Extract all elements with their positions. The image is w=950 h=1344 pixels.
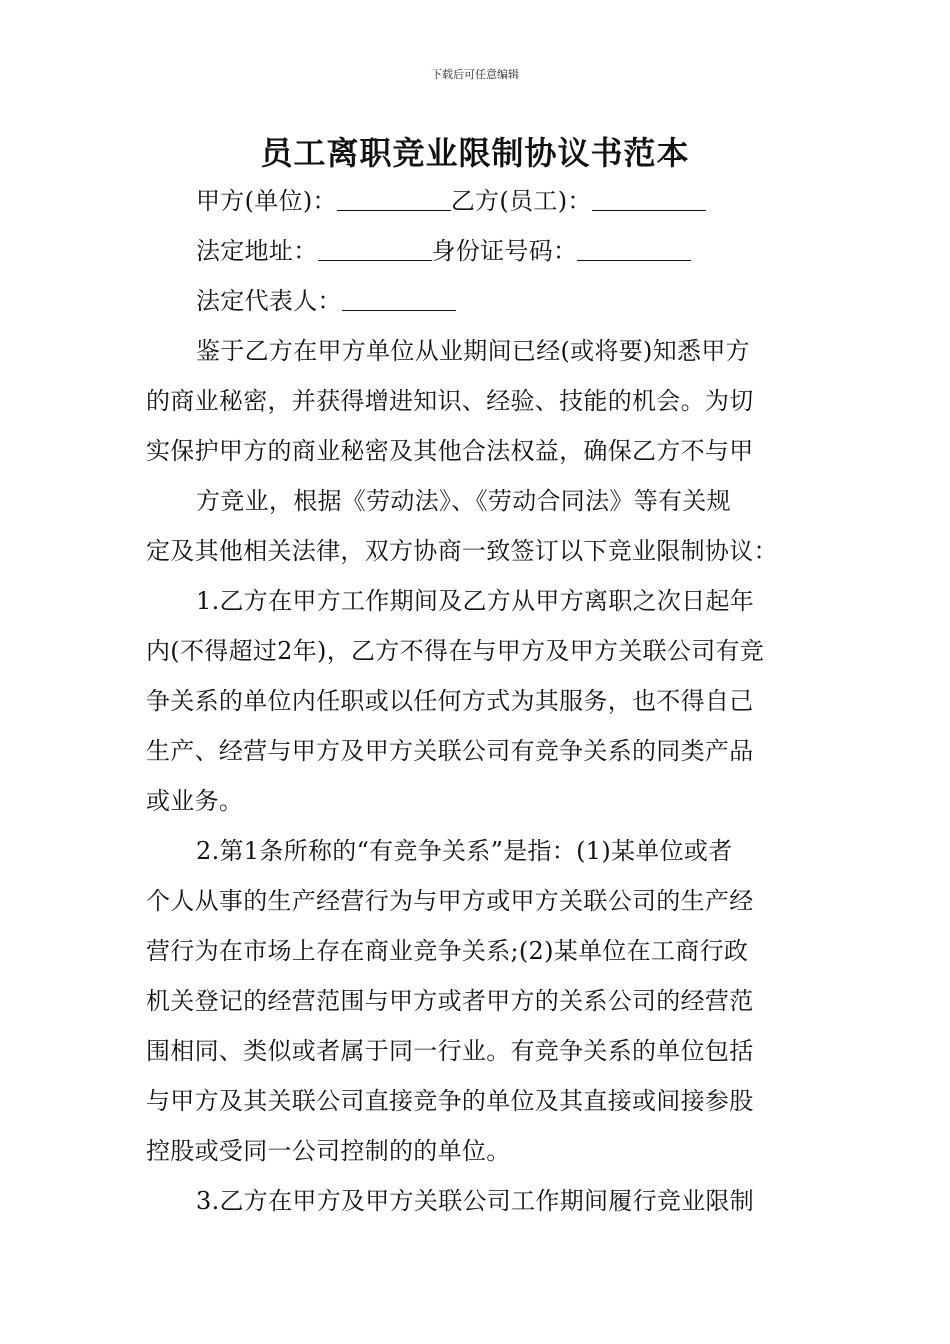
body-line: 个人从事的生产经营行为与甲方或甲方关联公司的生产经 xyxy=(146,887,754,915)
body-line: 控股或受同一公司控制的的单位。 xyxy=(146,1137,511,1165)
body-line: 实保护甲方的商业秘密及其他合法权益，确保乙方不与甲 xyxy=(146,437,754,465)
body-line: 营行为在市场上存在商业竞争关系;(2)某单位在工商行政 xyxy=(146,937,749,965)
address-line xyxy=(196,236,816,266)
party-b-label: 乙方(员工)： xyxy=(450,187,592,215)
body-line: 定及其他相关法律，双方协商一致签订以下竞业限制协议： xyxy=(146,537,778,565)
body-line: 生产、经营与甲方及甲方关联公司有竞争关系的同类产品 xyxy=(146,737,754,765)
party-a-label: 甲方(单位)： xyxy=(196,187,337,215)
rep-label: 法定代表人： xyxy=(196,287,342,315)
header-note: 下载后可任意编辑 xyxy=(431,68,519,81)
body-line: 方竞业，根据《劳动法》、《劳动合同法》等有关规 xyxy=(196,487,731,515)
document-title: 员工离职竞业限制协议书范本 xyxy=(260,134,690,172)
body-line: 争关系的单位内任职或以任何方式为其服务，也不得自己 xyxy=(146,687,754,715)
body-line: 围相同、类似或者属于同一行业。有竞争关系的单位包括 xyxy=(146,1037,754,1065)
body-line: 1.乙方在甲方工作期间及乙方从甲方离职之次日起年 xyxy=(196,587,755,615)
party-line xyxy=(196,186,816,216)
body-line: 3.乙方在甲方及甲方关联公司工作期间履行竞业限制 xyxy=(196,1187,755,1215)
rep-line xyxy=(196,286,816,316)
rep-blank xyxy=(342,288,456,311)
body-line: 或业务。 xyxy=(146,787,244,815)
body-line: 机关登记的经营范围与甲方或者甲方的关系公司的经营范 xyxy=(146,987,754,1015)
body-line: 鉴于乙方在甲方单位从业期间已经(或将要)知悉甲方 xyxy=(196,337,750,365)
body-line: 与甲方及其关联公司直接竞争的单位及其直接或间接参股 xyxy=(146,1087,754,1115)
body-line: 内(不得超过2年)，乙方不得在与甲方及甲方关联公司有竞 xyxy=(146,637,765,665)
party-a-blank xyxy=(337,188,451,211)
party-b-blank xyxy=(592,188,706,211)
address-blank xyxy=(318,238,432,261)
id-label: 身份证号码： xyxy=(431,237,578,265)
body-line: 的商业秘密，并获得增进知识、经验、技能的机会。为切 xyxy=(146,387,754,415)
id-blank xyxy=(577,238,691,261)
address-label: 法定地址： xyxy=(196,237,318,265)
body-line: 2.第1条所称的“有竞争关系”是指：(1)某单位或者 xyxy=(196,837,733,865)
